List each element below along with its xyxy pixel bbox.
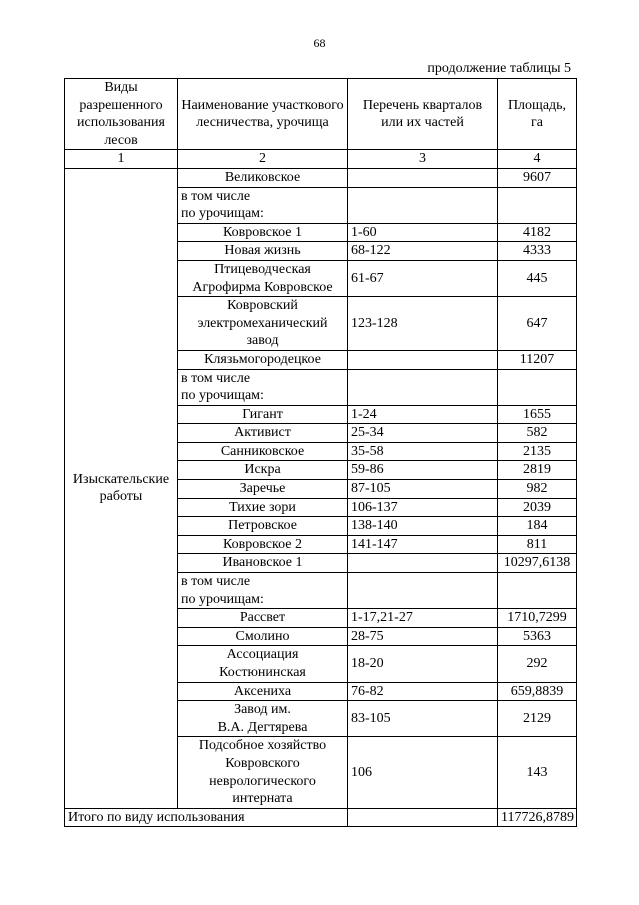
forestry-name-cell: Ковровский электромеханический завод xyxy=(178,297,348,351)
forestry-name-cell: Ковровское 1 xyxy=(178,223,348,242)
area-cell: 184 xyxy=(498,517,577,536)
area-cell: 582 xyxy=(498,424,577,443)
column-number: 1 xyxy=(65,150,178,169)
quarters-cell: 1-17,21-27 xyxy=(348,609,498,628)
page-number: 68 xyxy=(313,36,326,50)
total-label: Итого по виду использования xyxy=(65,808,348,827)
table-row xyxy=(65,168,577,187)
forestry-name-cell: Ковровское 2 xyxy=(178,535,348,554)
forestry-name-cell: Активист xyxy=(178,424,348,443)
forestry-name-cell: в том числе по урочищам: xyxy=(178,573,348,609)
quarters-cell xyxy=(348,554,498,573)
quarters-cell: 123-128 xyxy=(348,297,498,351)
header-usage-type: Виды разрешенного использования лесов xyxy=(65,79,178,150)
quarters-cell: 1-60 xyxy=(348,223,498,242)
forestry-name-cell: в том числе по урочищам: xyxy=(178,187,348,223)
forestry-name-cell: Завод им. В.А. Дегтярева xyxy=(178,701,348,737)
header-quarters: Перечень кварталов или их частей xyxy=(348,79,498,150)
area-cell: 2135 xyxy=(498,442,577,461)
forestry-name-cell: Петровское xyxy=(178,517,348,536)
forestry-name-cell: Тихие зори xyxy=(178,498,348,517)
area-cell: 5363 xyxy=(498,627,577,646)
quarters-cell xyxy=(348,187,498,223)
total-row xyxy=(65,808,577,827)
column-number-row xyxy=(65,150,577,169)
total-quarters-cell xyxy=(348,808,498,827)
quarters-cell: 61-67 xyxy=(348,260,498,296)
forestry-name-cell: Птицеводческая Агрофирма Ковровское xyxy=(178,260,348,296)
quarters-cell: 76-82 xyxy=(348,682,498,701)
area-cell: 292 xyxy=(498,646,577,682)
column-number: 3 xyxy=(348,150,498,169)
area-cell: 982 xyxy=(498,480,577,499)
forestry-name-cell: в том числе по урочищам: xyxy=(178,369,348,405)
quarters-cell: 138-140 xyxy=(348,517,498,536)
quarters-cell: 1-24 xyxy=(348,405,498,424)
quarters-cell: 18-20 xyxy=(348,646,498,682)
forestry-name-cell: Гигант xyxy=(178,405,348,424)
quarters-cell: 106 xyxy=(348,737,498,808)
area-cell: 2129 xyxy=(498,701,577,737)
area-cell: 659,8839 xyxy=(498,682,577,701)
forestry-name-cell: Подсобное хозяйство Ковровского неврологического интерната xyxy=(178,737,348,808)
area-cell: 4182 xyxy=(498,223,577,242)
forestry-name-cell: Искра xyxy=(178,461,348,480)
quarters-cell: 87-105 xyxy=(348,480,498,499)
area-cell: 1655 xyxy=(498,405,577,424)
column-number: 2 xyxy=(178,150,348,169)
area-cell: 4333 xyxy=(498,242,577,261)
forestry-name-cell: Ивановское 1 xyxy=(178,554,348,573)
forestry-name-cell: Новая жизнь xyxy=(178,242,348,261)
forestry-name-cell: Смолино xyxy=(178,627,348,646)
total-area: 117726,8789 xyxy=(498,808,577,827)
quarters-cell: 25-34 xyxy=(348,424,498,443)
header-row xyxy=(65,79,577,150)
quarters-cell: 35-58 xyxy=(348,442,498,461)
area-cell: 143 xyxy=(498,737,577,808)
quarters-cell xyxy=(348,168,498,187)
usage-type-cell: Изыскательские работы xyxy=(65,168,178,808)
area-cell xyxy=(498,187,577,223)
quarters-cell xyxy=(348,573,498,609)
quarters-cell: 59-86 xyxy=(348,461,498,480)
area-cell xyxy=(498,573,577,609)
area-cell: 10297,6138 xyxy=(498,554,577,573)
quarters-cell xyxy=(348,369,498,405)
forestry-name-cell: Великовское xyxy=(178,168,348,187)
forestry-name-cell: Санниковское xyxy=(178,442,348,461)
forestry-name-cell: Заречье xyxy=(178,480,348,499)
quarters-cell: 83-105 xyxy=(348,701,498,737)
forest-usage-table xyxy=(64,78,577,827)
quarters-cell: 106-137 xyxy=(348,498,498,517)
area-cell xyxy=(498,369,577,405)
forestry-name-cell: Аксениха xyxy=(178,682,348,701)
header-forestry-name: Наименование участкового лесничества, урочища xyxy=(178,79,348,150)
area-cell: 2819 xyxy=(498,461,577,480)
area-cell: 811 xyxy=(498,535,577,554)
area-cell: 2039 xyxy=(498,498,577,517)
quarters-cell xyxy=(348,350,498,369)
area-cell: 647 xyxy=(498,297,577,351)
forestry-name-cell: Ассоциация Костюнинская xyxy=(178,646,348,682)
area-cell: 9607 xyxy=(498,168,577,187)
area-cell: 445 xyxy=(498,260,577,296)
header-area: Площадь, га xyxy=(498,79,577,150)
quarters-cell: 68-122 xyxy=(348,242,498,261)
quarters-cell: 28-75 xyxy=(348,627,498,646)
column-number: 4 xyxy=(498,150,577,169)
area-cell: 11207 xyxy=(498,350,577,369)
area-cell: 1710,7299 xyxy=(498,609,577,628)
quarters-cell: 141-147 xyxy=(348,535,498,554)
forestry-name-cell: Клязьмогородецкое xyxy=(178,350,348,369)
table-caption: продолжение таблицы 5 xyxy=(427,61,571,76)
forestry-name-cell: Рассвет xyxy=(178,609,348,628)
